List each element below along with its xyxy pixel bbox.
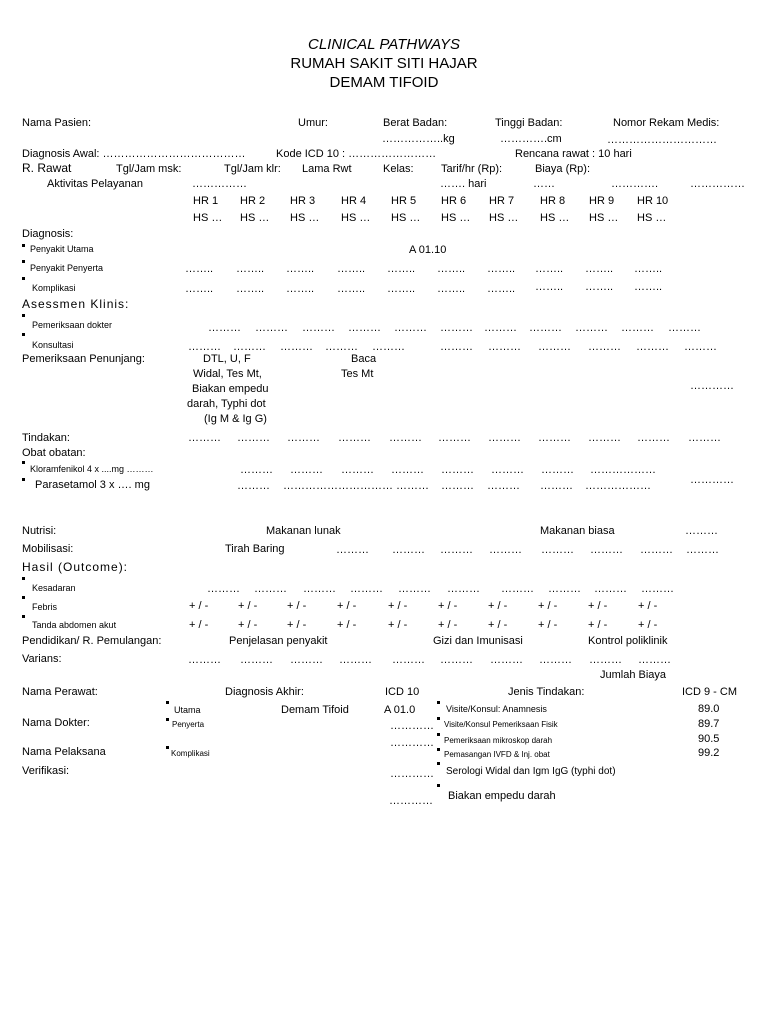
dots: ………: [392, 544, 425, 556]
dots: ………: [389, 432, 422, 444]
icd9-label: ICD 9 - CM: [682, 686, 737, 698]
penunjang-line: Biakan empedu: [192, 383, 269, 395]
dots: …………: [690, 380, 734, 392]
plus-minus: + / -: [388, 619, 408, 631]
dots: ………: [621, 322, 654, 334]
dots: ………: [341, 464, 374, 476]
dots: ………: [538, 432, 571, 444]
dots: ………: [501, 583, 534, 595]
day-header: HR 3: [290, 195, 316, 207]
nutrisi-label: Nutrisi:: [22, 525, 57, 537]
dots: ………: [538, 341, 571, 353]
dots: ……..: [585, 263, 614, 275]
dots: ………: [491, 464, 524, 476]
biaya-dots: ……………: [690, 178, 745, 190]
tindakan-item: Visite/Konsul Pemeriksaan Fisik: [444, 720, 558, 729]
mobilisasi-label: Mobilisasi:: [22, 543, 74, 555]
hospital-name: RUMAH SAKIT SITI HAJAR: [290, 55, 478, 72]
hs-cell: HS …: [341, 212, 371, 224]
bullet-mark: [437, 784, 440, 787]
dots: ………: [686, 544, 719, 556]
penyakit-penyerta: Penyakit Penyerta: [30, 263, 104, 273]
plus-minus: + / -: [488, 600, 508, 612]
dots: ………: [589, 654, 622, 666]
penunjang-label: Pemeriksaan Penunjang:: [22, 353, 145, 365]
nama-pasien-label: Nama Pasien:: [22, 117, 92, 129]
dots: ………: [440, 322, 473, 334]
dots: ………: [441, 464, 474, 476]
plus-minus: + / -: [588, 600, 608, 612]
dots: ………: [394, 322, 427, 334]
dots: ………: [188, 341, 221, 353]
dots: …………: [690, 474, 734, 486]
dots: ………: [541, 464, 574, 476]
penyakit-utama: Penyakit Utama: [30, 244, 94, 254]
diagnosis-awal: Diagnosis Awal: …………………………………: [22, 148, 246, 160]
dots: ………: [348, 322, 381, 334]
tindakan-item: Pemeriksaan mikroskop darah: [444, 736, 553, 745]
dots: ……..: [535, 281, 564, 293]
dots: …………: [390, 768, 434, 780]
hs-cell: HS …: [589, 212, 619, 224]
dots: ………: [398, 583, 431, 595]
plus-minus: + / -: [638, 619, 658, 631]
bullet-mark: [22, 333, 25, 336]
dots: ……..: [337, 263, 366, 275]
plus-minus: + / -: [588, 619, 608, 631]
plus-minus: + / -: [488, 619, 508, 631]
final-utama: Utama: [174, 705, 201, 715]
pemeriksaan-dokter: Pemeriksaan dokter: [32, 320, 113, 330]
dots: ………: [302, 322, 335, 334]
bullet-mark: [22, 244, 25, 247]
baca-label: Baca: [351, 353, 377, 365]
dots: ………: [392, 654, 425, 666]
dots: ………: [640, 544, 673, 556]
plus-minus: + / -: [538, 619, 558, 631]
final-penyerta: Penyerta: [172, 720, 205, 729]
dots: ………: [575, 322, 608, 334]
plus-minus: + / -: [337, 600, 357, 612]
kode-icd: Kode ICD 10 : ……………………: [276, 148, 437, 160]
dots: ……..: [236, 263, 265, 275]
lama-rwt-label: Lama Rwt: [302, 163, 352, 175]
bullet-mark: [22, 478, 25, 481]
tgl-klr-label: Tgl/Jam klr:: [224, 163, 281, 175]
dots: ………: [350, 583, 383, 595]
final-komplikasi: Komplikasi: [171, 749, 210, 758]
tindakan-item: Pemasangan IVFD & Inj. obat: [444, 750, 550, 759]
diagnosis-akhir-label: Diagnosis Akhir:: [225, 686, 304, 698]
dots: ………: [325, 341, 358, 353]
bullet-mark: [22, 277, 25, 280]
bullet-mark: [22, 314, 25, 317]
demam-tifoid: Demam Tifoid: [281, 704, 349, 716]
dots: ………: [290, 654, 323, 666]
dots: ………: [688, 432, 721, 444]
plus-minus: + / -: [189, 600, 209, 612]
dots: ………: [441, 480, 474, 492]
penunjang-line: Widal, Tes Mt,: [193, 368, 262, 380]
dots: ………………: [590, 464, 656, 476]
dots: ………: [303, 583, 336, 595]
asesmen-label: Asessmen Klinis:: [22, 297, 130, 311]
dots: ………: [484, 322, 517, 334]
dots: ……..: [437, 263, 466, 275]
dots: ………: [487, 480, 520, 492]
verifikasi-label: Verifikasi:: [22, 765, 70, 777]
dots: ………: [540, 480, 573, 492]
nomor-rm-label: Nomor Rekam Medis:: [613, 117, 720, 129]
hs-cell: HS …: [391, 212, 421, 224]
bullet-mark: [22, 461, 25, 464]
plus-minus: + / -: [438, 600, 458, 612]
bullet-mark: [22, 260, 25, 263]
dots: ………: [588, 432, 621, 444]
penyakit-utama-code: A 01.10: [409, 244, 447, 256]
jumlah-biaya: Jumlah Biaya: [600, 669, 667, 681]
penjelasan-penyakit: Penjelasan penyakit: [229, 635, 328, 647]
pendidikan-label: Pendidikan/ R. Pemulangan:: [22, 635, 162, 647]
icd9-code: 99.2: [698, 747, 720, 759]
dots: ………: [440, 654, 473, 666]
dots: ………: [438, 432, 471, 444]
hs-cell: HS …: [637, 212, 667, 224]
dots: ………: [684, 341, 717, 353]
dots: ………: [539, 654, 572, 666]
dots: ………: [668, 322, 701, 334]
dots: ………: [240, 464, 273, 476]
disease-name: DEMAM TIFOID: [329, 74, 439, 91]
dots: ………: [338, 432, 371, 444]
plus-minus: + / -: [287, 600, 307, 612]
dots: ……..: [387, 283, 416, 295]
kesadaran: Kesadaran: [32, 583, 76, 593]
hs-cell: HS …: [441, 212, 471, 224]
bullet-mark: [437, 733, 440, 736]
dots: ……..: [437, 283, 466, 295]
parasetamol: Parasetamol 3 x …. mg: [35, 479, 150, 491]
dots: ………: [372, 341, 405, 353]
dots: ………: [488, 432, 521, 444]
dots: …………: [390, 720, 434, 732]
dots: ……..: [535, 263, 564, 275]
bullet-mark: [22, 577, 25, 580]
lama-dots: ……. hari: [440, 178, 487, 190]
biaya-label: Biaya (Rp):: [535, 163, 591, 175]
nomor-rm-value: …………………………: [607, 134, 717, 146]
dots: ………: [240, 654, 273, 666]
dots: ………: [548, 583, 581, 595]
penunjang-line: DTL, U, F: [203, 353, 251, 365]
tes-mt-label: Tes Mt: [341, 368, 374, 380]
dots: ……..: [585, 281, 614, 293]
dots: ………: [440, 544, 473, 556]
day-header: HR 4: [341, 195, 367, 207]
dots: ………………: [585, 480, 651, 492]
dots: ………: [636, 341, 669, 353]
makanan-lunak: Makanan lunak: [266, 525, 341, 537]
obat-label: Obat obatan:: [22, 447, 86, 459]
dots: ………: [529, 322, 562, 334]
diagnosis-label: Diagnosis:: [22, 228, 74, 240]
makanan-biasa: Makanan biasa: [540, 525, 615, 537]
berat-value: ……………..kg: [382, 133, 455, 145]
aktivitas-label: Aktivitas Pelayanan: [47, 178, 143, 190]
dots: ………: [188, 432, 221, 444]
day-header: HR 1: [193, 195, 219, 207]
bullet-mark: [166, 701, 169, 704]
dots: ………: [490, 654, 523, 666]
dots: ………: [637, 432, 670, 444]
document-title: CLINICAL PATHWAYS: [308, 36, 460, 53]
plus-minus: + / -: [337, 619, 357, 631]
plus-minus: + / -: [189, 619, 209, 631]
icd10-code: A 01.0: [384, 704, 416, 716]
bullet-mark: [166, 746, 169, 749]
penunjang-line: (Ig M & Ig G): [204, 413, 267, 425]
day-header: HR 5: [391, 195, 417, 207]
jenis-tindakan-label: Jenis Tindakan:: [508, 686, 585, 698]
komplikasi: Komplikasi: [32, 283, 76, 293]
dots: ……..: [634, 281, 663, 293]
kontrol-poliklinik: Kontrol poliklinik: [588, 635, 668, 647]
febris: Febris: [32, 602, 58, 612]
hs-cell: HS …: [489, 212, 519, 224]
dots: ……..: [286, 283, 315, 295]
bullet-mark: [437, 701, 440, 704]
dots: ………: [590, 544, 623, 556]
tinggi-value: ………….cm: [500, 133, 562, 145]
nama-dokter-label: Nama Dokter:: [22, 717, 90, 729]
penunjang-line: darah, Typhi dot: [187, 398, 266, 410]
plus-minus: + / -: [287, 619, 307, 631]
day-header: HR 8: [540, 195, 566, 207]
bullet-mark: [22, 615, 25, 618]
rencana-rawat: Rencana rawat : 10 hari: [515, 148, 632, 160]
dots: ………: [685, 525, 718, 537]
tarif-label: Tarif/hr (Rp):: [441, 163, 503, 175]
dots: ………: [188, 654, 221, 666]
dots: ………: [594, 583, 627, 595]
dots: ………: [396, 480, 429, 492]
tanda-abdomen: Tanda abdomen akut: [32, 620, 117, 630]
varians-label: Varians:: [22, 653, 62, 665]
dots: …………: [390, 737, 434, 749]
tindakan-item: Biakan empedu darah: [448, 790, 556, 802]
tgl-msk-dots: ……………: [192, 178, 247, 190]
hs-cell: HS …: [193, 212, 223, 224]
dots: ……..: [337, 283, 366, 295]
dots: ………: [391, 464, 424, 476]
dots: ……..: [487, 283, 516, 295]
plus-minus: + / -: [238, 619, 258, 631]
dots: ………: [339, 654, 372, 666]
dots: ………: [638, 654, 671, 666]
dots: ………: [290, 464, 323, 476]
plus-minus: + / -: [538, 600, 558, 612]
icd10-label: ICD 10: [385, 686, 420, 698]
nama-pelaksana-label: Nama Pelaksana: [22, 746, 106, 758]
hs-cell: HS …: [240, 212, 270, 224]
dots: ……..: [387, 263, 416, 275]
dots: ………: [280, 341, 313, 353]
dots: ……..: [236, 283, 265, 295]
dots: ………: [287, 432, 320, 444]
dots: ………: [207, 583, 240, 595]
kloramfenikol: Kloramfenikol 4 x ....mg ………: [30, 464, 154, 474]
dots: ………: [237, 480, 270, 492]
day-header: HR 9: [589, 195, 615, 207]
dots: ………: [641, 583, 674, 595]
bullet-mark: [22, 596, 25, 599]
tirah-baring: Tirah Baring: [225, 543, 285, 555]
icd9-code: 89.0: [698, 703, 720, 715]
dots: ………: [336, 544, 369, 556]
r-rawat-label: R. Rawat: [22, 161, 72, 175]
hasil-label: Hasil (Outcome):: [22, 560, 129, 574]
kelas-label: Kelas:: [383, 163, 414, 175]
bullet-mark: [437, 748, 440, 751]
bullet-mark: [166, 718, 169, 721]
dots: ……..: [185, 283, 214, 295]
plus-minus: + / -: [438, 619, 458, 631]
nama-perawat-label: Nama Perawat:: [22, 686, 98, 698]
dots: ………: [254, 583, 287, 595]
dots: ………: [488, 341, 521, 353]
dots: …………: [389, 795, 433, 807]
dots: …………………………: [283, 480, 393, 492]
day-header: HR 10: [637, 195, 669, 207]
tindakan-item: Serologi Widal dan Igm IgG (typhi dot): [446, 766, 616, 777]
icd9-code: 90.5: [698, 733, 720, 745]
dots: ………: [588, 341, 621, 353]
tgl-msk-label: Tgl/Jam msk:: [116, 163, 182, 175]
umur-label: Umur:: [298, 117, 328, 129]
day-header: HR 2: [240, 195, 266, 207]
tindakan-label: Tindakan:: [22, 432, 70, 444]
plus-minus: + / -: [238, 600, 258, 612]
tinggi-badan-label: Tinggi Badan:: [495, 117, 563, 129]
berat-badan-label: Berat Badan:: [383, 117, 448, 129]
bullet-mark: [437, 762, 440, 765]
dots: ………: [233, 341, 266, 353]
dots: ………: [489, 544, 522, 556]
dots: ………: [541, 544, 574, 556]
hs-cell: HS …: [290, 212, 320, 224]
kelas-dots: ……: [533, 178, 555, 190]
dots: ………: [208, 322, 241, 334]
dots: ……..: [185, 263, 214, 275]
plus-minus: + / -: [638, 600, 658, 612]
hs-cell: HS …: [540, 212, 570, 224]
dots: ……..: [487, 263, 516, 275]
tindakan-item: Visite/Konsul: Anamnesis: [446, 704, 547, 714]
dots: ………: [440, 341, 473, 353]
konsultasi: Konsultasi: [32, 340, 74, 350]
dots: ………: [255, 322, 288, 334]
dots: ………: [237, 432, 270, 444]
dots: ……..: [286, 263, 315, 275]
dots: ………: [447, 583, 480, 595]
day-header: HR 7: [489, 195, 515, 207]
bullet-mark: [437, 717, 440, 720]
dots: ……..: [634, 263, 663, 275]
day-header: HR 6: [441, 195, 467, 207]
gizi-imunisasi: Gizi dan Imunisasi: [433, 635, 523, 647]
tarif-dots: ………….: [611, 178, 659, 190]
icd9-code: 89.7: [698, 718, 720, 730]
plus-minus: + / -: [388, 600, 408, 612]
